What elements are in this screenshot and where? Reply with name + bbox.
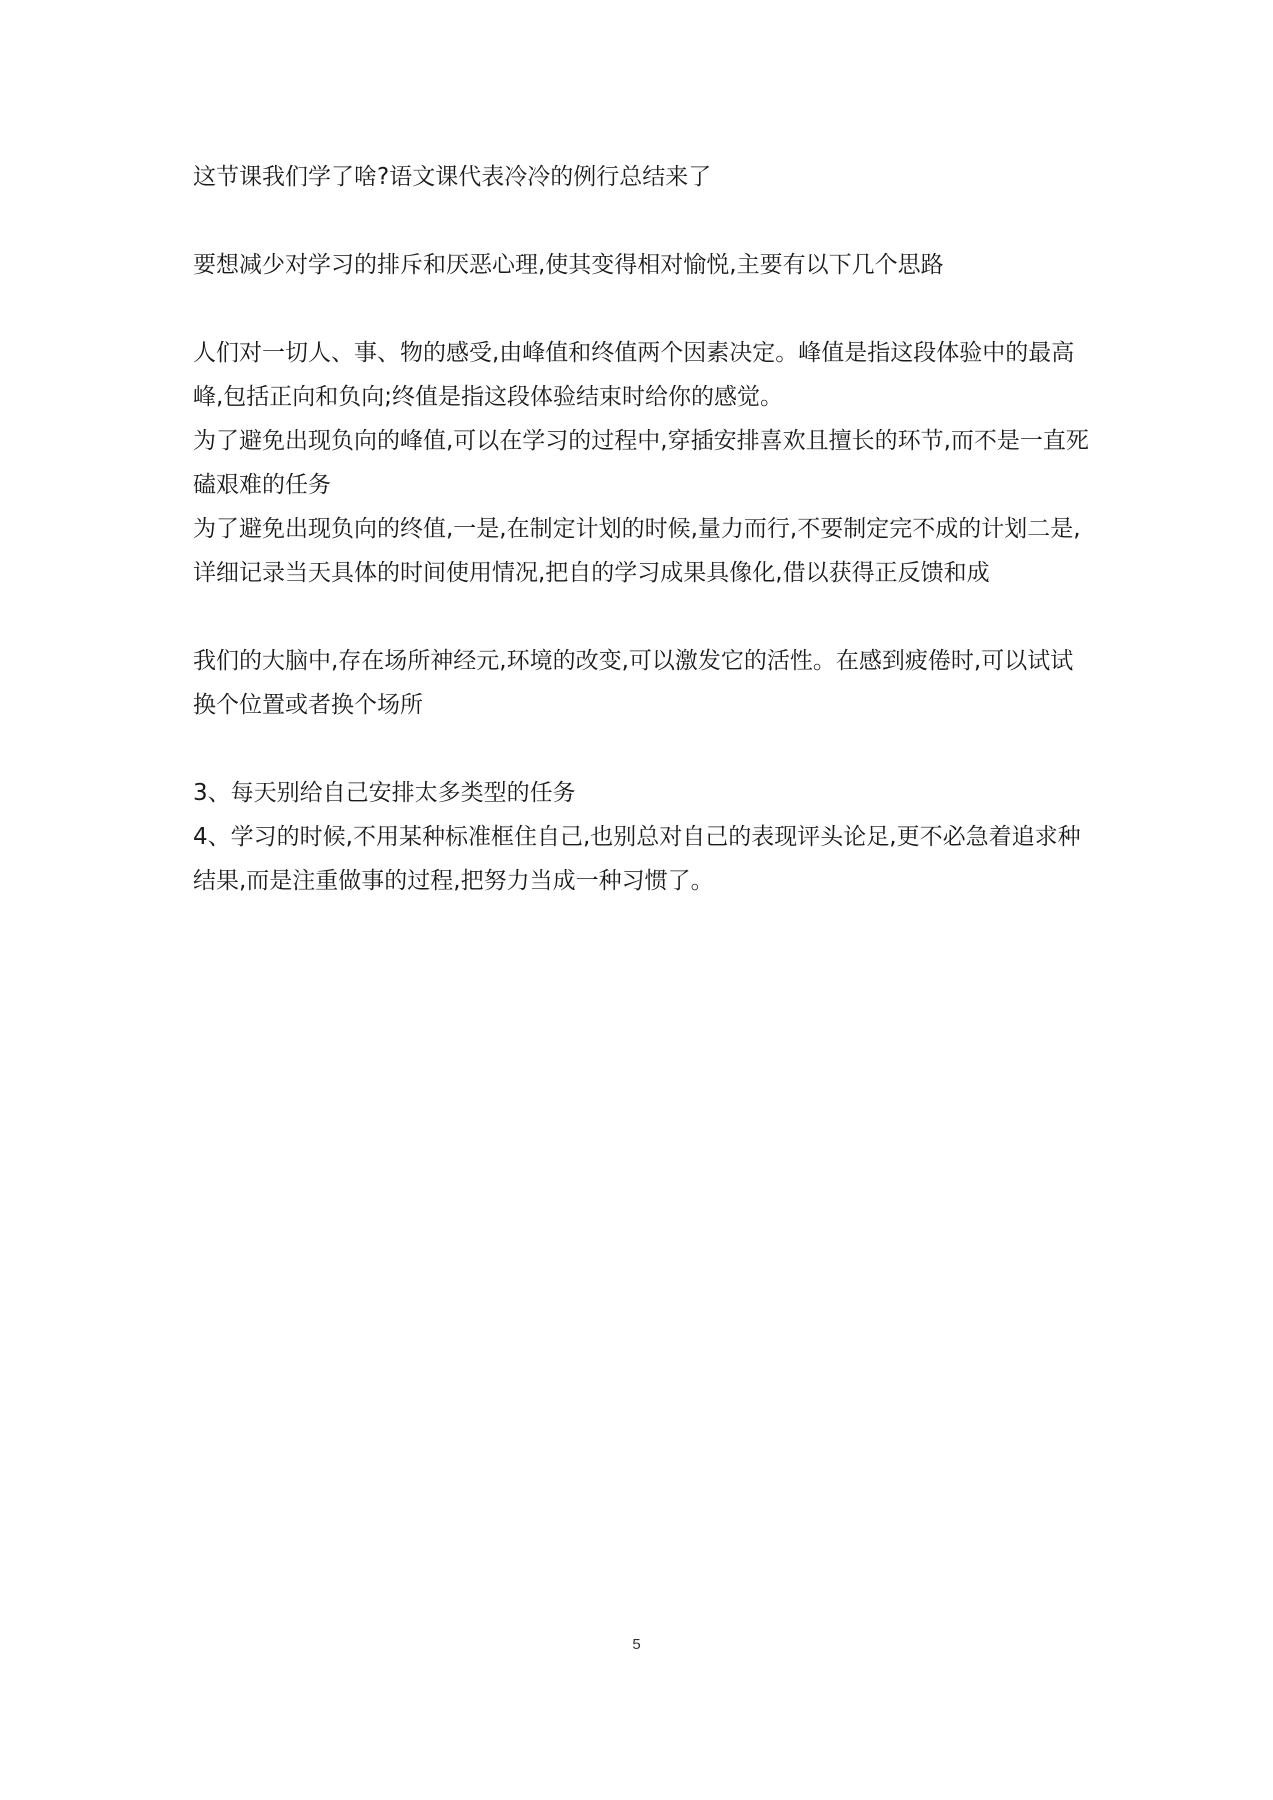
page-number: 5 [632,1636,641,1653]
paragraph-gap [193,595,1093,639]
paragraph-summary-intro: 这节课我们学了啥?语文课代表冷冷的例行总结来了 [193,164,712,190]
document-body [193,155,1093,903]
paragraph-item-3: 3、每天别给自己安排太多类型的任务 [193,780,576,806]
paragraph-avoid-negative-peak: 为了避免出现负向的峰值,可以在学习的过程中,穿插安排喜欢且擅长的环节,而不是一直死磕艰难的任务 [193,428,1089,498]
paragraph-gap [193,287,1093,331]
paragraph-avoid-negative-end: 为了避免出现负向的终值,一是,在制定计划的时候,量力而行,不要制定完不成的计划二是,详细记录当天具体的时间使用情况,把自的学习成果具像化,借以获得正反馈和成 [193,516,1081,586]
paragraph-gap [193,727,1093,771]
paragraph-peak-end-rule: 人们对一切人、事、物的感受,由峰值和终值两个因素决定。峰值是指这段体验中的最高峰,包括正向和负向;终值是指这段体验结束时给你的感觉。 [193,340,1075,410]
paragraph-place-neurons: 我们的大脑中,存在场所神经元,环境的改变,可以激发它的活性。在感到疲倦时,可以试试换个位置或者换个场所 [193,648,1074,718]
paragraph-item-4: 4、学习的时候,不用某种标准框住自己,也别总对自己的表现评头论足,更不必急着追求种结果,而是注重做事的过程,把努力当成一种习惯了。 [193,824,1081,894]
paragraph-gap [193,199,1093,243]
paragraph-thoughts-intro: 要想减少对学习的排斥和厌恶心理,使其变得相对愉悦,主要有以下几个思路 [193,252,944,278]
